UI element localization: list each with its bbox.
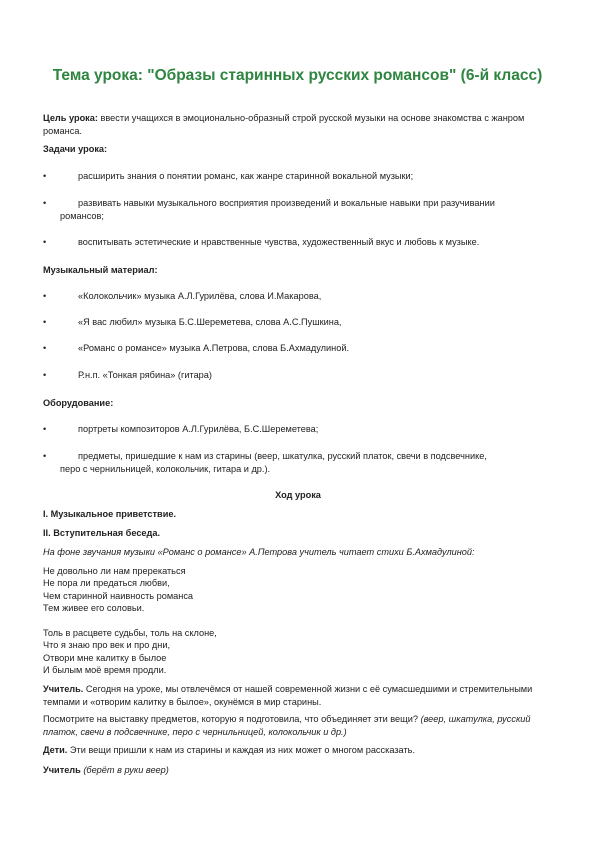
teacher-paragraph-3 (43, 764, 553, 777)
teacher-paragraph-2 (43, 713, 553, 738)
poem-line: Отвори мне калитку в былое (43, 652, 167, 663)
material-heading: Музыкальный материал: (43, 265, 158, 275)
list-item (78, 236, 548, 249)
lesson-heading: Ход урока (275, 490, 321, 500)
list-item-text: воспитывать эстетические и нравственные чувства, художественный вкус и любовь к музыке. (78, 237, 480, 247)
list-item (60, 197, 548, 222)
list-bullet: • (43, 424, 47, 434)
list-item (78, 170, 548, 183)
list-bullet: • (43, 291, 47, 301)
list-bullet: • (43, 317, 47, 327)
poem-line: Не пора ли предаться любви, (43, 578, 170, 589)
poem-stanza-2 (43, 627, 553, 676)
list-bullet: • (43, 451, 47, 461)
poem-line: И былым моё время продли. (43, 664, 167, 675)
list-item (78, 423, 548, 436)
goal-label: Цель урока: (43, 113, 98, 123)
speaker-label: Учитель. (43, 684, 84, 694)
list-item-continuation: романсов; (60, 210, 104, 221)
intro-text: На фоне звучания музыки «Романс о романсе» А.Петрова учитель читает стихи Б.Ахмадулиной: (43, 547, 475, 557)
paragraph-text: Посмотрите на выставку предметов, которую я подготовила, что объединяет эти вещи? (43, 714, 421, 724)
list-item-text: развивать навыки музыкального восприятия произведений и вокальные навыки при разучивании (78, 198, 495, 208)
section-heading-2: II. Вступительная беседа. (43, 528, 161, 538)
poem-line: Тем живее его соловьи. (43, 602, 145, 613)
poem-line: Чем старинной наивность романса (43, 590, 194, 601)
list-item: «Романс о романсе» музыка А.Петрова, слова Б.Ахмадулиной. (78, 343, 350, 353)
poem-line: Толь в расцвете судьбы, толь на склоне, (43, 628, 217, 638)
list-item-text: предметы, пришедшие к нам из старины (веер, шкатулка, русский платок, свечи в подсвечнике, (78, 451, 487, 461)
speaker-label: Дети. (43, 745, 68, 755)
list-bullet: • (43, 237, 47, 247)
poem-line: Не довольно ли нам пререкаться (43, 566, 186, 576)
list-item: «Колокольчик» музыка А.Л.Гурилёва, слова И.Макарова, (78, 291, 322, 301)
list-item: «Я вас любил» музыка Б.С.Шереметева, слова А.С.Пушкина, (78, 317, 342, 327)
tasks-heading: Задачи урока: (43, 144, 108, 154)
equipment-heading: Оборудование: (43, 398, 114, 408)
goal-text: ввести учащихся в эмоционально-образный строй русской музыки на основе знакомства с жанром романса. (43, 113, 525, 136)
paragraph-italic: (берёт в руки веер) (80, 765, 169, 775)
kids-paragraph (43, 744, 553, 757)
section-heading-1: I. Музыкальное приветствие. (43, 509, 176, 519)
list-bullet: • (43, 171, 47, 181)
poem-line: Что я знаю про век и про дни, (43, 640, 171, 651)
paragraph-text: Сегодня на уроке, мы отвлечёмся от нашей современной жизни с её сумасшедшими и стремительными темпами и «отворим калитку в былое», окунёмся в мир старины. (43, 684, 533, 707)
speaker-label: Учитель (43, 765, 81, 775)
teacher-paragraph-1 (43, 683, 553, 708)
paragraph-italic: (веер, шкатулка, русский платок, свечи в подсвечнике, перо с чернильницей, колокольчик и др.) (43, 714, 531, 737)
lesson-goal (43, 112, 553, 137)
list-bullet: • (43, 370, 47, 380)
poem-stanza-1 (43, 565, 553, 614)
list-item (60, 450, 548, 475)
list-bullet: • (43, 343, 47, 353)
list-item-text: портреты композиторов А.Л.Гурилёва, Б.С.Шереметева; (78, 424, 319, 434)
list-item-text: расширить знания о понятии романс, как жанре старинной вокальной музыки; (78, 171, 414, 181)
paragraph-text: Эти вещи пришли к нам из старины и каждая из них может о многом рассказать. (67, 745, 416, 755)
list-item-continuation: перо с чернильницей, колокольчик, гитара и др.). (60, 463, 271, 474)
list-item: Р.н.п. «Тонкая рябина» (гитара) (78, 370, 212, 380)
list-bullet: • (43, 198, 47, 208)
page-title: Тема урока: "Образы старинных русских романсов" (6-й класс) (52, 67, 543, 84)
